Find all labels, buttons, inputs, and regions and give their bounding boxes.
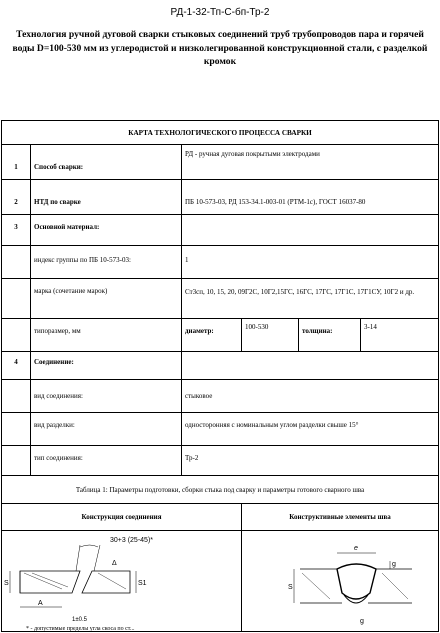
reinforcement-label: g [392,561,396,568]
dim-s1-label: S1 [138,580,147,587]
diameter-label: диаметр: [182,319,242,352]
card-header: КАРТА ТЕХНОЛОГИЧЕСКОГО ПРОЦЕССА СВАРКИ [2,121,439,145]
empty-num-cell [2,279,31,319]
row-value-ntd: ПБ 10-573-03, РД 153-34.1-003-01 (РТМ-1с), ГОСТ 16037-80 [182,180,439,215]
thickness-value: 3-14 [361,319,439,352]
table-caption: Таблица 1: Параметры подготовки, сборки стыка под сварку и параметры готового сварного шва [2,476,439,504]
row-num-2: 2 [2,180,31,215]
thickness-s-label: S [288,584,293,591]
empty-num-cell [2,380,31,413]
joint-kind-label: тип соединения: [31,446,182,476]
joint-type-value: стыковое [182,380,439,413]
size-label: типоразмер, мм [31,319,182,352]
gap-label: 1±0.5 [72,617,87,623]
bevel-joint-sketch [2,531,210,629]
row-num-1: 1 [2,145,31,180]
angle-label: 30+3 (25-45)* [110,537,154,544]
document-title: Технология ручной дуговой сварки стыковых соединений труб трубопроводов пара и горячей воды D=100-530 мм из углеродистой и низколегированной конструкционной стали, с разделкой кромок [12,29,428,67]
weld-width-label: e [354,545,358,552]
empty-num-cell [2,413,31,446]
weld-elements-drawing [242,531,439,632]
col-joint-design: Конструкция соединения [2,504,242,531]
group-index-label: индекс группы по ПБ 10-573-03: [31,246,182,279]
bevel-value: односторонняя с номинальным углом разделки свыше 15° [182,413,439,446]
joint-label: Соединение: [31,352,182,380]
dim-a-label: A [38,600,43,607]
bevel-label: вид разделки: [31,413,182,446]
row-value-base-material [182,215,439,246]
empty-num-cell [2,319,31,352]
row-label-welding-method: Способ сварки: [31,145,182,180]
thickness-label: толщина: [299,319,361,352]
joint-kind-value: Тр-2 [182,446,439,476]
grade-label: марка (сочетание марок) [31,279,182,319]
row-num-3: 3 [2,215,31,246]
empty-num-cell [2,246,31,279]
footnote: * - допустимые пределы угла скоса по ст... [26,626,135,632]
empty-num-cell [2,446,31,476]
joint-type-label: вид соединения: [31,380,182,413]
dim-s-label: S [4,580,9,587]
document-code: РД-1-32-Тп-С-бп-Тр-2 [170,7,270,18]
row-value-welding-method: РД - ручная дуговая покрытыми электродами [182,145,439,180]
grade-value: Ст3сп, 10, 15, 20, 09Г2С, 10Г2,15ГС, 16ГС, 17ГС, 17Г1С, 17Г1СУ, 10Г2 и др. [182,279,439,319]
col-weld-elements: Конструктивные элементы шва [242,504,439,531]
dim-delta-label: Δ [112,560,117,567]
joint-design-drawing [2,531,242,632]
joint-value [182,352,439,380]
row-label-base-material: Основной материал: [31,215,182,246]
weld-profile-sketch [242,531,440,629]
row-num-4: 4 [2,352,31,380]
welding-process-card [1,120,439,632]
root-g-label: g [360,618,364,625]
diameter-value: 100-530 [242,319,299,352]
row-label-ntd: НТД по сварке [31,180,182,215]
group-index-value: 1 [182,246,439,279]
